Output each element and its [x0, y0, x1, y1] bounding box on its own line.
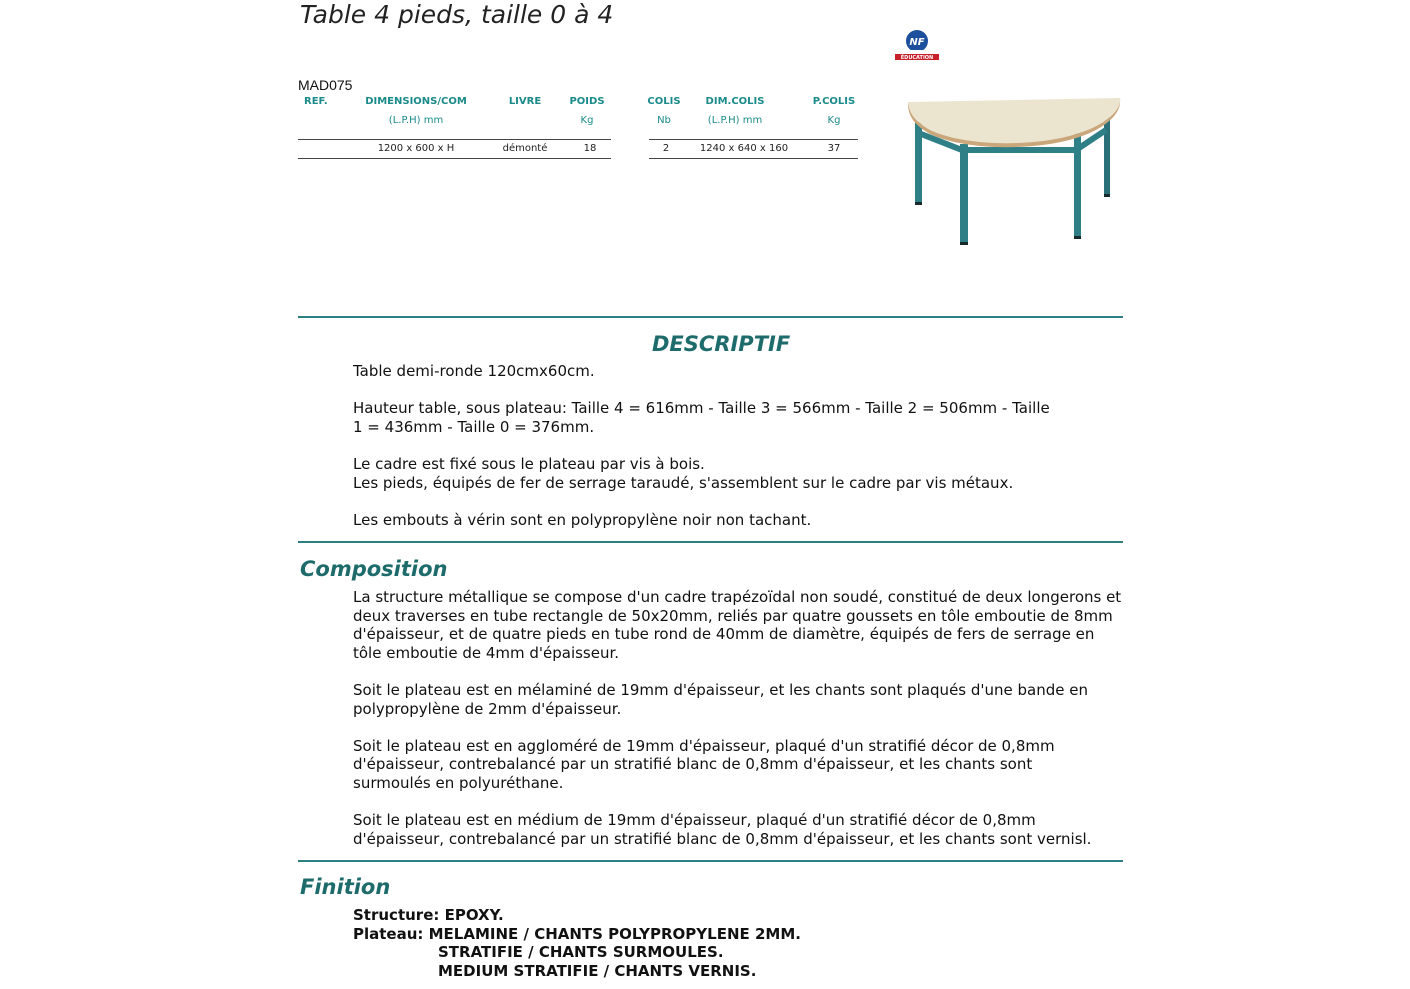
cell-dim-colis: 1240 x 640 x 160	[699, 143, 789, 154]
nf-education-logo	[895, 29, 939, 60]
finition-stratifie: STRATIFIE / CHANTS SURMOULES.	[438, 943, 724, 962]
half-round-table-illustration	[900, 92, 1125, 252]
composition-p1: La structure métallique se compose d'un cadre trapézoïdal non soudé, constitué de deux longerons et deux traverses en tube rectangle de 50x20mm, reliés par quatre goussets en tôle emboutie de 8mm d'épaisseur, et de quatre pieds en tube rond de 40mm de diamètre, équipés de fers de serrage en tôle emboutie de 4mm d'épaisseur.	[353, 588, 1122, 662]
unit-poids: Kg	[580, 115, 594, 126]
cell-poids: 18	[583, 143, 597, 154]
cell-p-colis: 37	[827, 143, 841, 154]
table-left-divider-bottom	[298, 158, 611, 159]
logo-education-text: ÉDUCATION	[900, 55, 934, 60]
table-left-divider-top	[298, 139, 611, 140]
finition-plateau: Plateau: MELAMINE / CHANTS POLYPROPYLENE 2MM.	[353, 924, 801, 943]
finition-structure: Structure: EPOXY.	[353, 906, 504, 924]
descriptif-p3b: Les pieds, équipés de fer de serrage taraudé, s'assemblent sur le cadre par vis métaux.	[353, 473, 1014, 492]
unit-p-colis: Kg	[827, 115, 841, 126]
composition-p4: Soit le plateau est en médium de 19mm d'épaisseur, plaqué d'un stratifié décor de 0,8mm d'épaisseur, contrebalancé par un stratifié blanc de 0,8mm d'épaisseur, et les chants sont vernisl.	[353, 811, 1092, 848]
finition-body	[353, 906, 801, 980]
col-header-colis: COLIS	[647, 96, 681, 107]
col-header-dim-colis: DIM.COLIS	[705, 96, 765, 107]
col-header-livre: LIVRE	[508, 96, 542, 107]
col-header-ref: REF.	[304, 96, 328, 107]
finition-heading: Finition	[300, 875, 391, 899]
table-right-divider-bottom	[649, 158, 858, 159]
cell-livre: démonté	[502, 143, 548, 154]
col-header-poids: POIDS	[569, 96, 605, 107]
composition-p2: Soit le plateau est en mélaminé de 19mm d'épaisseur, et les chants sont plaqués d'une bande en polypropylène de 2mm d'épaisseur.	[353, 680, 1089, 718]
col-header-dimensions: DIMENSIONS/COM	[365, 96, 467, 107]
unit-dimensions: (L.P.H) mm	[388, 115, 444, 126]
document-title: Table 4 pieds, taille 0 à 4	[300, 0, 614, 29]
unit-colis: Nb	[657, 115, 671, 126]
descriptif-p3a: Le cadre est fixé sous le plateau par vis à bois.	[353, 454, 705, 473]
composition-body	[353, 588, 1123, 867]
product-reference: MAD075	[298, 77, 353, 93]
composition-p3: Soit le plateau est en aggloméré de 19mm d'épaisseur, plaqué d'un stratifié décor de 0,8mm d'épaisseur, contrebalancé par un stratifié blanc de 0,8mm d'épaisseur, et les chants sont surmoulés en polyuréthane.	[353, 736, 1055, 792]
composition-heading: Composition	[300, 557, 448, 581]
cell-colis: 2	[662, 143, 670, 154]
descriptif-p4: Les embouts à vérin sont en polypropylène noir non tachant.	[353, 510, 812, 529]
cell-dimensions: 1200 x 600 x H	[377, 143, 455, 154]
table-right-divider-top	[649, 139, 858, 140]
section-divider-2	[298, 541, 1123, 543]
descriptif-body	[353, 362, 1123, 548]
descriptif-p2: Hauteur table, sous plateau: Taille 4 = 616mm - Taille 3 = 566mm - Taille 2 = 506mm - Taille 1 = 436mm - Taille 0 = 376mm.	[353, 399, 1050, 436]
col-header-p-colis: P.COLIS	[812, 96, 856, 107]
descriptif-p3	[353, 455, 1123, 492]
descriptif-p1: Table demi-ronde 120cmx60cm.	[353, 362, 595, 380]
descriptif-heading: DESCRIPTIF	[652, 332, 791, 356]
unit-dim-colis: (L.P.H) mm	[707, 115, 763, 126]
section-divider-1	[298, 316, 1123, 318]
finition-medium: MEDIUM STRATIFIE / CHANTS VERNIS.	[438, 961, 757, 980]
logo-nf-text: NF	[909, 37, 925, 48]
section-divider-3	[298, 860, 1123, 862]
